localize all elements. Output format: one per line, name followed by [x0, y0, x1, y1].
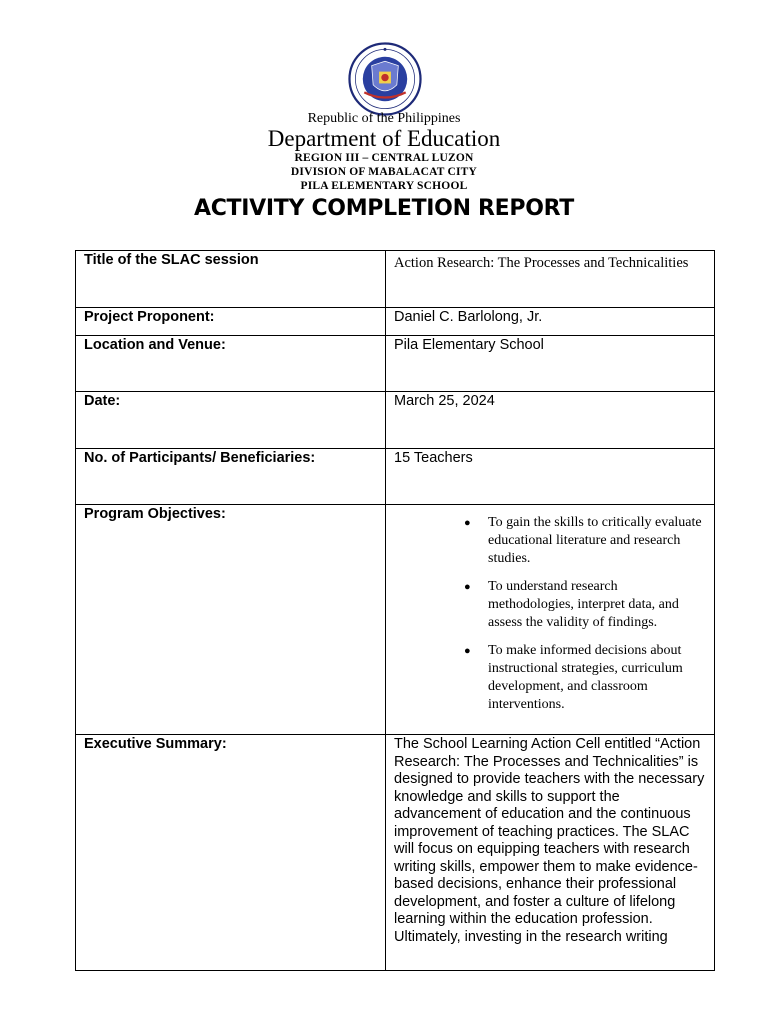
- region-line: REGION III – CENTRAL LUZON: [294, 152, 474, 164]
- republic-line: Republic of the Philippines: [307, 111, 461, 126]
- executive-summary-text: The School Learning Action Cell entitled “Action Research: The Processes and Technicalities” is designed to provide teachers with the necessary knowledge and skills to support the advancement of education and the continuous improvement of teaching practices. The SLAC will focus on equipping teachers with research writing skills, empower them to make evidence-based decisions, enhance their professional development, and foster a culture of lifelong learning within the education profession. Ultimately, investing in the research writing: [394, 736, 705, 945]
- venue-value: Pila Elementary School: [386, 336, 715, 392]
- table-row: [76, 505, 715, 735]
- table-row: [76, 735, 715, 971]
- department-name: Department of Education: [267, 126, 501, 151]
- participants-value: 15 Teachers: [386, 449, 715, 505]
- table-row: [76, 308, 715, 336]
- table-row: [76, 449, 715, 505]
- division-line: DIVISION OF MABALACAT CITY: [290, 166, 478, 178]
- list-item: ● To make informed decisions about instructional strategies, curriculum development, and classroom interventions.: [464, 642, 706, 714]
- proponent-value: Daniel C. Barlolong, Jr.: [386, 308, 715, 336]
- summary-label: Executive Summary:: [76, 735, 386, 971]
- slac-title-value: Action Research: The Processes and Technicalities: [386, 251, 715, 308]
- report-table: [75, 250, 715, 971]
- deped-seal-logo: [348, 42, 422, 116]
- list-item: ● To understand research methodologies, interpret data, and assess the validity of findings.: [464, 578, 706, 632]
- objectives-list: [394, 514, 706, 714]
- date-value: March 25, 2024: [386, 392, 715, 449]
- proponent-label: Project Proponent:: [76, 308, 386, 336]
- table-row: [76, 336, 715, 392]
- slac-title-label: Title of the SLAC session: [76, 251, 386, 308]
- list-item: ● To gain the skills to critically evaluate educational literature and research studies.: [464, 514, 706, 568]
- participants-label: No. of Participants/ Beneficiaries:: [76, 449, 386, 505]
- summary-cell: [386, 735, 715, 971]
- venue-label: Location and Venue:: [76, 336, 386, 392]
- table-row: [76, 392, 715, 449]
- report-title: ACTIVITY COMPLETION REPORT: [193, 196, 574, 221]
- school-line: PILA ELEMENTARY SCHOOL: [300, 180, 468, 192]
- table-row: [76, 251, 715, 308]
- date-label: Date:: [76, 392, 386, 449]
- objectives-cell: [386, 505, 715, 735]
- objectives-label: Program Objectives:: [76, 505, 386, 735]
